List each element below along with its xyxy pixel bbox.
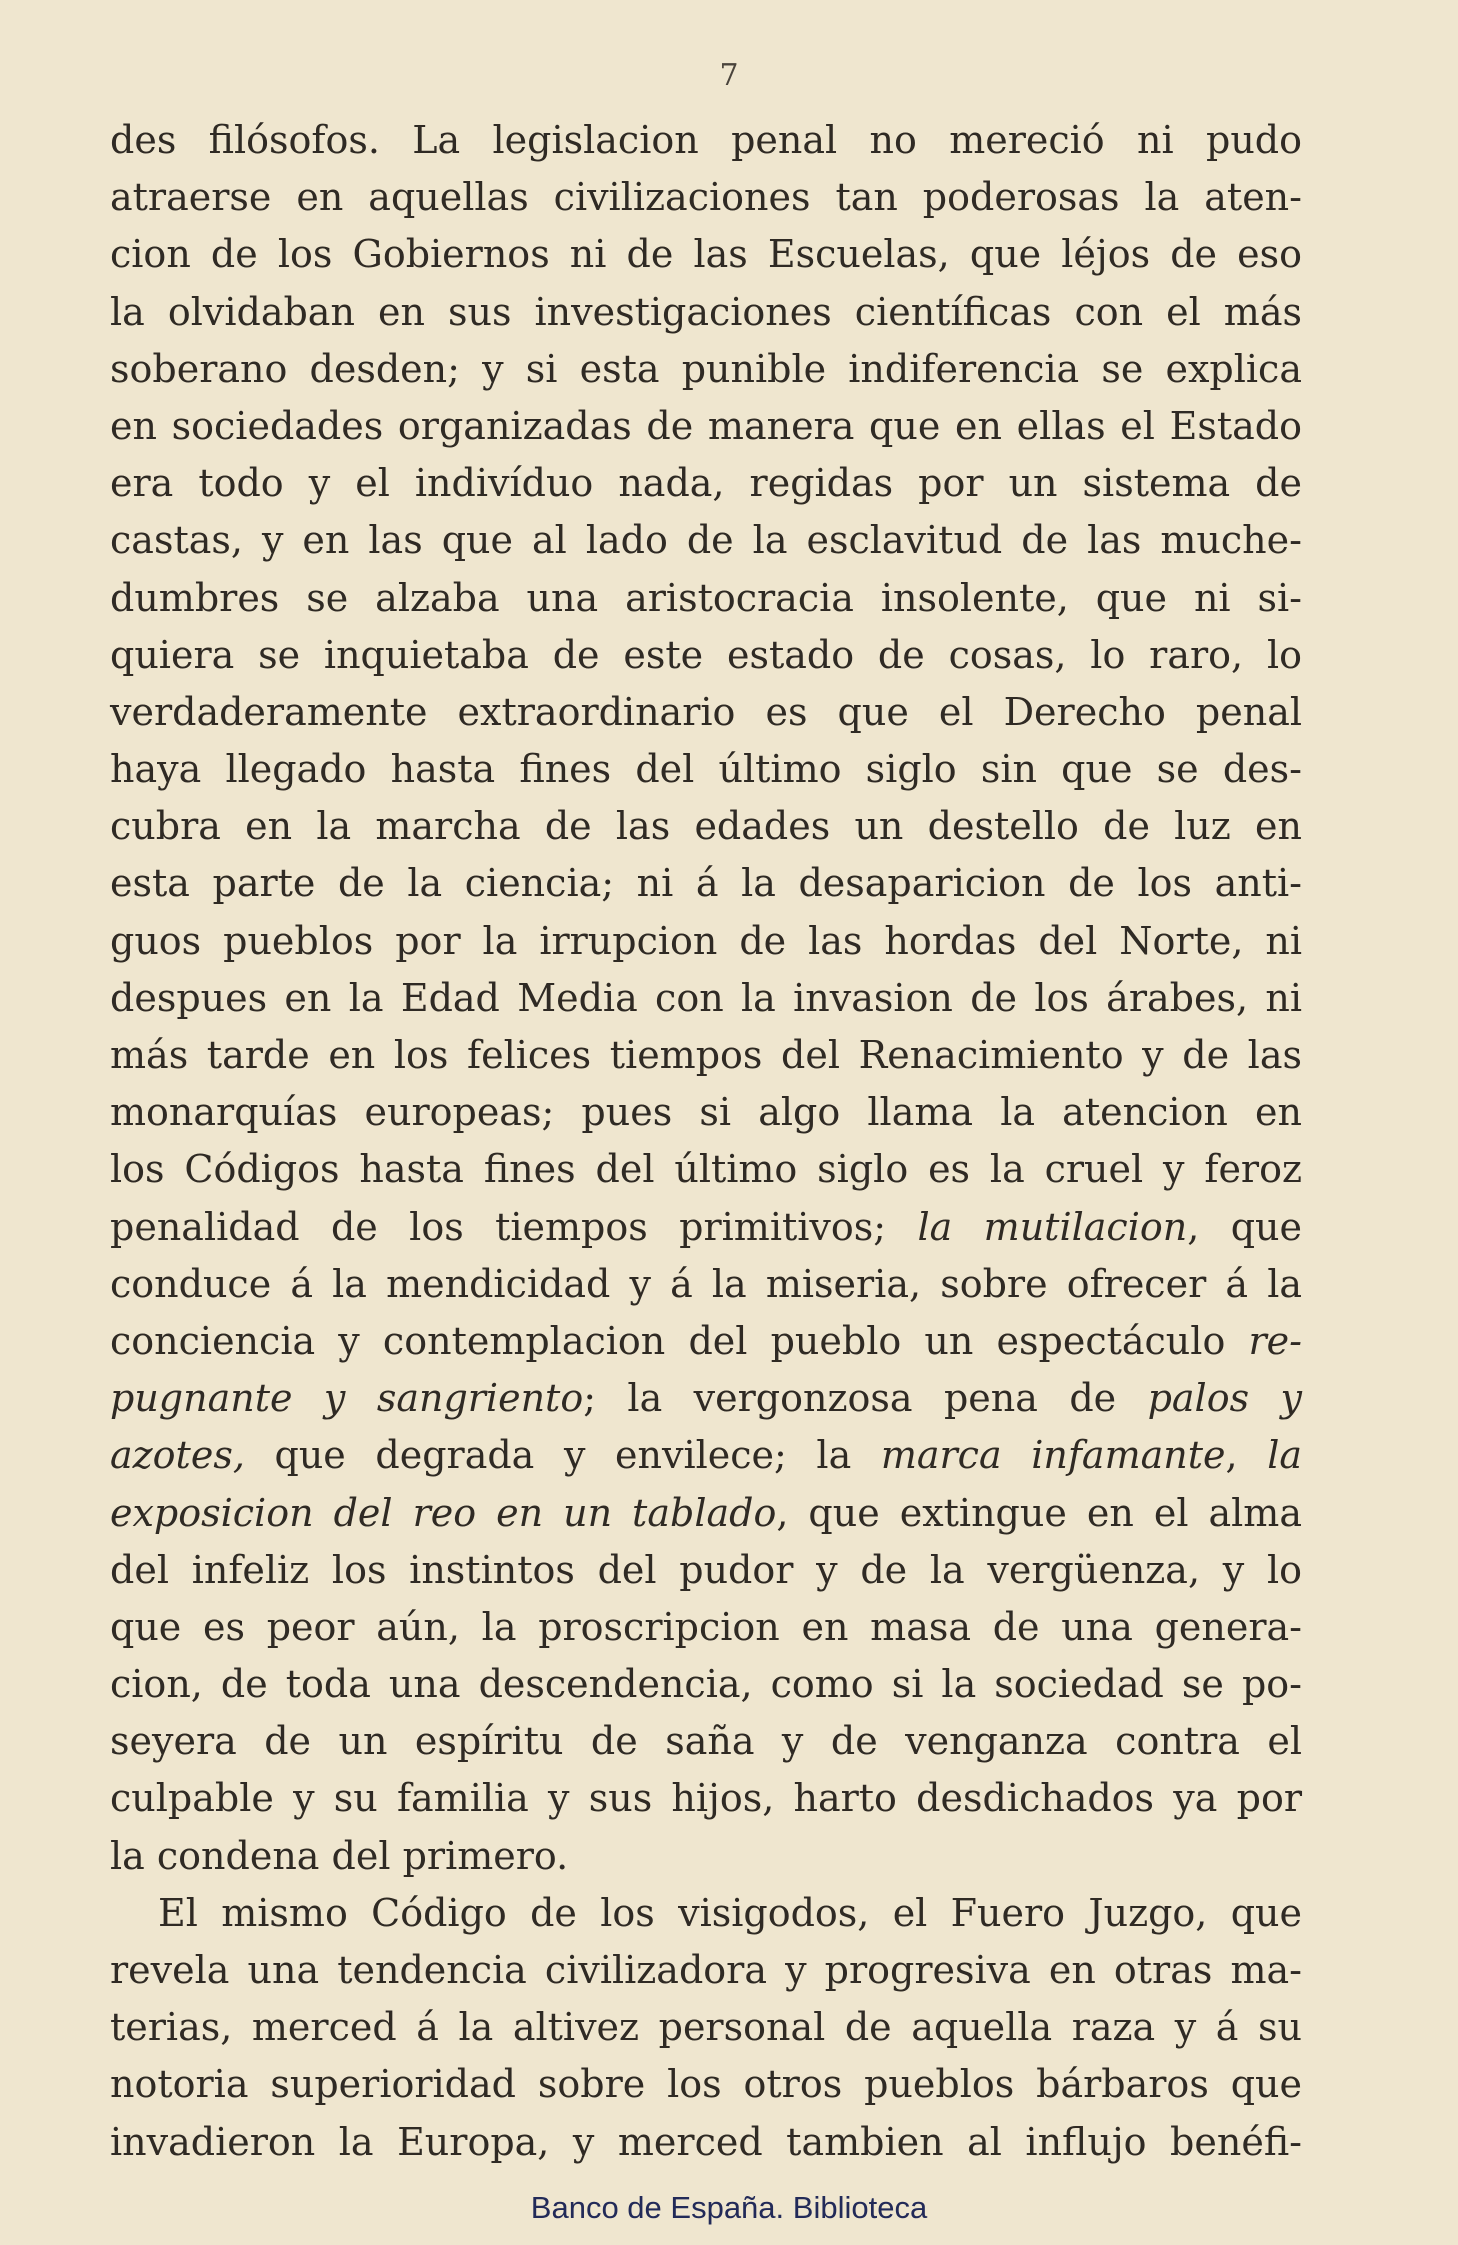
text-line: en sociedades organizadas de manera que en ellas el Estado: [110, 403, 1302, 448]
text-line: pugnante y sangriento; la vergonzosa pena de palos y: [110, 1376, 1302, 1421]
text-line: castas, y en las que al lado de la esclavitud de las muche-: [110, 518, 1302, 563]
italic-term: re-: [1248, 1318, 1302, 1363]
italic-term: exposicion del reo en un tablado: [110, 1490, 777, 1535]
text-line: que es peor aún, la proscripcion en masa de una genera-: [110, 1604, 1302, 1649]
text-line: verdaderamente extraordinario es que el Derecho penal: [110, 689, 1302, 734]
text-line: invadieron la Europa, y merced tambien al influjo benéfi-: [110, 2119, 1302, 2164]
text-line: despues en la Edad Media con la invasion de los árabes, ni: [110, 975, 1302, 1020]
italic-term: la mutilacion: [917, 1204, 1188, 1249]
text-line: del infeliz los instintos del pudor y de la vergüenza, y lo: [110, 1547, 1302, 1592]
text-line: seyera de un espíritu de saña y de venganza contra el: [110, 1719, 1302, 1764]
text-line: más tarde en los felices tiempos del Renacimiento y de las: [110, 1033, 1302, 1077]
text-line: quiera se inquietaba de este estado de cosas, lo raro, lo: [110, 632, 1302, 677]
text-line: cubra en la marcha de las edades un destello de luz en: [110, 804, 1302, 849]
page-number: 7: [719, 58, 739, 93]
text-line: notoria superioridad sobre los otros pueblos bárbaros que: [110, 2062, 1302, 2107]
text-line: des filósofos. La legislacion penal no mereció ni pudo: [110, 118, 1302, 162]
body-text: [110, 112, 1302, 2171]
text-line: soberano desden; y si esta punible indiferencia se explica: [110, 346, 1302, 391]
text-line: guos pueblos por la irrupcion de las hordas del Norte, ni: [110, 918, 1302, 963]
text-line: la olvidaban en sus investigaciones científicas con el más: [110, 289, 1302, 334]
library-footer: Banco de España. Biblioteca: [530, 2190, 928, 2225]
text-line: terias, merced á la altivez personal de aquella raza y á su: [110, 2005, 1302, 2050]
text-line: dumbres se alzaba una aristocracia insolente, que ni si-: [110, 575, 1302, 620]
text-line: era todo y el indivíduo nada, regidas por un sistema de: [110, 461, 1302, 506]
text-line: cion de los Gobiernos ni de las Escuelas, que léjos de eso: [110, 232, 1302, 277]
italic-term: palos y: [1147, 1376, 1302, 1421]
text-line: esta parte de la ciencia; ni á la desaparicion de los anti-: [110, 861, 1302, 906]
text-line: conduce á la mendicidad y á la miseria, sobre ofrecer á la: [110, 1261, 1302, 1306]
text-line: los Códigos hasta fines del último siglo es la cruel y feroz: [110, 1147, 1302, 1192]
italic-term: la: [1267, 1433, 1302, 1478]
italic-term: azotes,: [110, 1433, 245, 1478]
text-line: cion, de toda una descendencia, como si la sociedad se po-: [110, 1662, 1302, 1707]
text-line: El mismo Código de los visigodos, el Fuero Juzgo, que: [158, 1890, 1302, 1935]
text-line: conciencia y contemplacion del pueblo un espectáculo re-: [110, 1318, 1302, 1363]
italic-term: pugnante y sangriento: [110, 1376, 584, 1421]
text-line: revela una tendencia civilizadora y progresiva en otras ma-: [110, 1948, 1302, 1992]
italic-term: marca infamante: [880, 1433, 1226, 1478]
text-line: monarquías europeas; pues si algo llama la atencion en: [110, 1090, 1302, 1135]
text-line: atraerse en aquellas civilizaciones tan poderosas la aten-: [110, 175, 1302, 220]
text-line: azotes, que degrada y envilece; la marca infamante, la: [110, 1433, 1302, 1478]
text-line: penalidad de los tiempos primitivos; la mutilacion, que: [110, 1204, 1302, 1249]
text-line: exposicion del reo en un tablado, que extingue en el alma: [110, 1490, 1302, 1535]
text-line: haya llegado hasta fines del último siglo sin que se des-: [110, 747, 1302, 792]
text-line: la condena del primero.: [110, 1833, 569, 1878]
text-line: culpable y su familia y sus hijos, harto desdichados ya por: [110, 1776, 1302, 1821]
